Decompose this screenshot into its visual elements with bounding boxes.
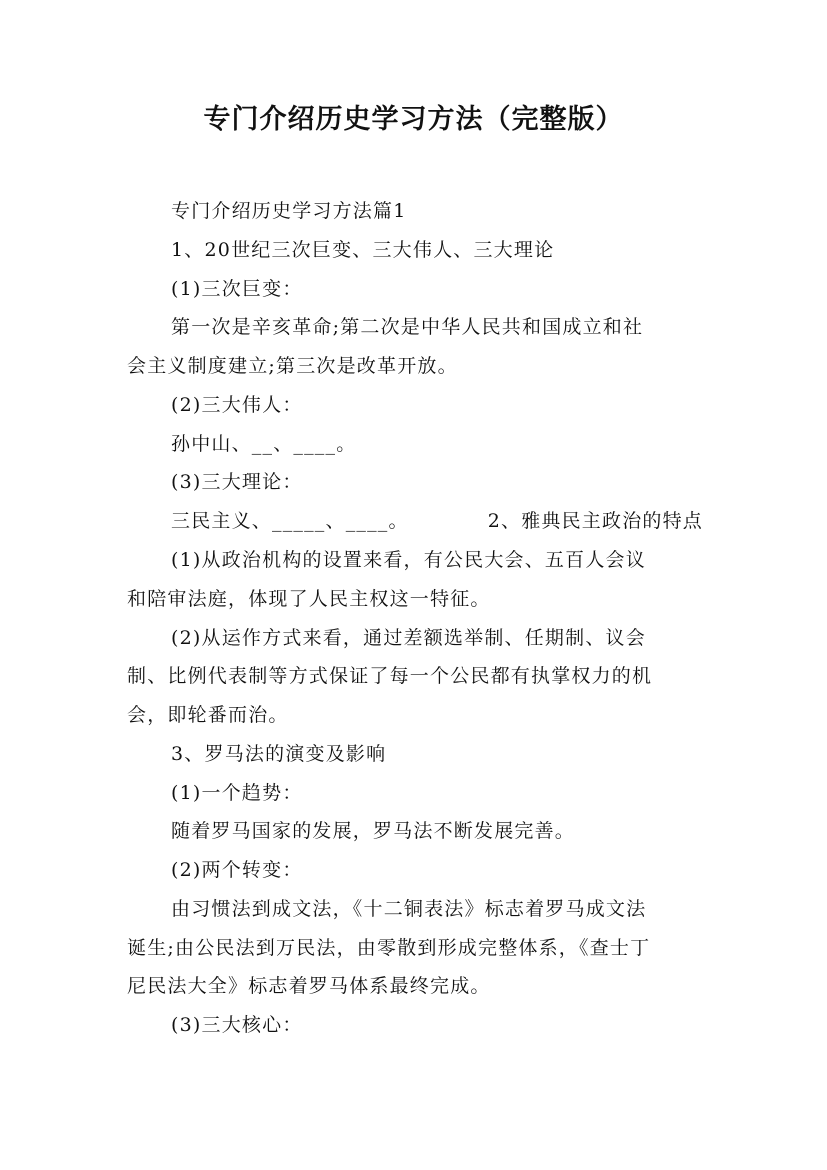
paragraph-line: 诞生;由公民法到万民法，由零散到形成完整体系，《查士丁 bbox=[127, 937, 651, 959]
subheading: (3)三大理论： bbox=[171, 471, 303, 493]
topic-heading: 2、雅典民主政治的特点 bbox=[487, 510, 703, 532]
paragraph-line: (2)从运作方式来看，通过差额选举制、任期制、议会 bbox=[171, 627, 646, 649]
subheading: (2)三大伟人： bbox=[171, 394, 303, 416]
paragraph-line: 随着罗马国家的发展，罗马法不断发展完善。 bbox=[171, 820, 576, 842]
paragraph-line: 由习惯法到成文法，《十二铜表法》标志着罗马成文法 bbox=[171, 898, 647, 920]
paragraph-line: 制、比例代表制等方式保证了每一个公民都有执掌权力的机 bbox=[127, 665, 653, 687]
paragraph-line: (1)从政治机构的设置来看，有公民大会、五百人会议 bbox=[171, 549, 646, 571]
paragraph-line: 会，即轮番而治。 bbox=[127, 704, 289, 726]
paragraph-line: 第一次是辛亥革命;第二次是中华人民共和国成立和社 bbox=[171, 316, 644, 338]
paragraph-line: 和陪审法庭，体现了人民主权这一特征。 bbox=[127, 588, 491, 610]
document-title: 专门介绍历史学习方法（完整版） bbox=[203, 104, 624, 135]
topic-heading: 1、20世纪三次巨变、三大伟人、三大理论 bbox=[171, 239, 555, 261]
paragraph-line: 孙中山、__、____。 bbox=[171, 433, 357, 455]
section-heading: 专门介绍历史学习方法篇1 bbox=[171, 200, 407, 222]
subheading: (1)一个趋势： bbox=[171, 782, 303, 804]
subheading: (1)三次巨变： bbox=[171, 278, 303, 300]
paragraph-text: 三民主义、_____、____。 bbox=[171, 510, 409, 532]
subheading: (3)三大核心： bbox=[171, 1014, 303, 1036]
paragraph-line: 尼民法大全》标志着罗马体系最终完成。 bbox=[127, 975, 491, 997]
topic-heading: 3、罗马法的演变及影响 bbox=[171, 743, 387, 765]
paragraph-line bbox=[171, 506, 703, 536]
subheading: (2)两个转变： bbox=[171, 859, 303, 881]
paragraph-line: 会主义制度建立;第三次是改革开放。 bbox=[127, 355, 458, 377]
